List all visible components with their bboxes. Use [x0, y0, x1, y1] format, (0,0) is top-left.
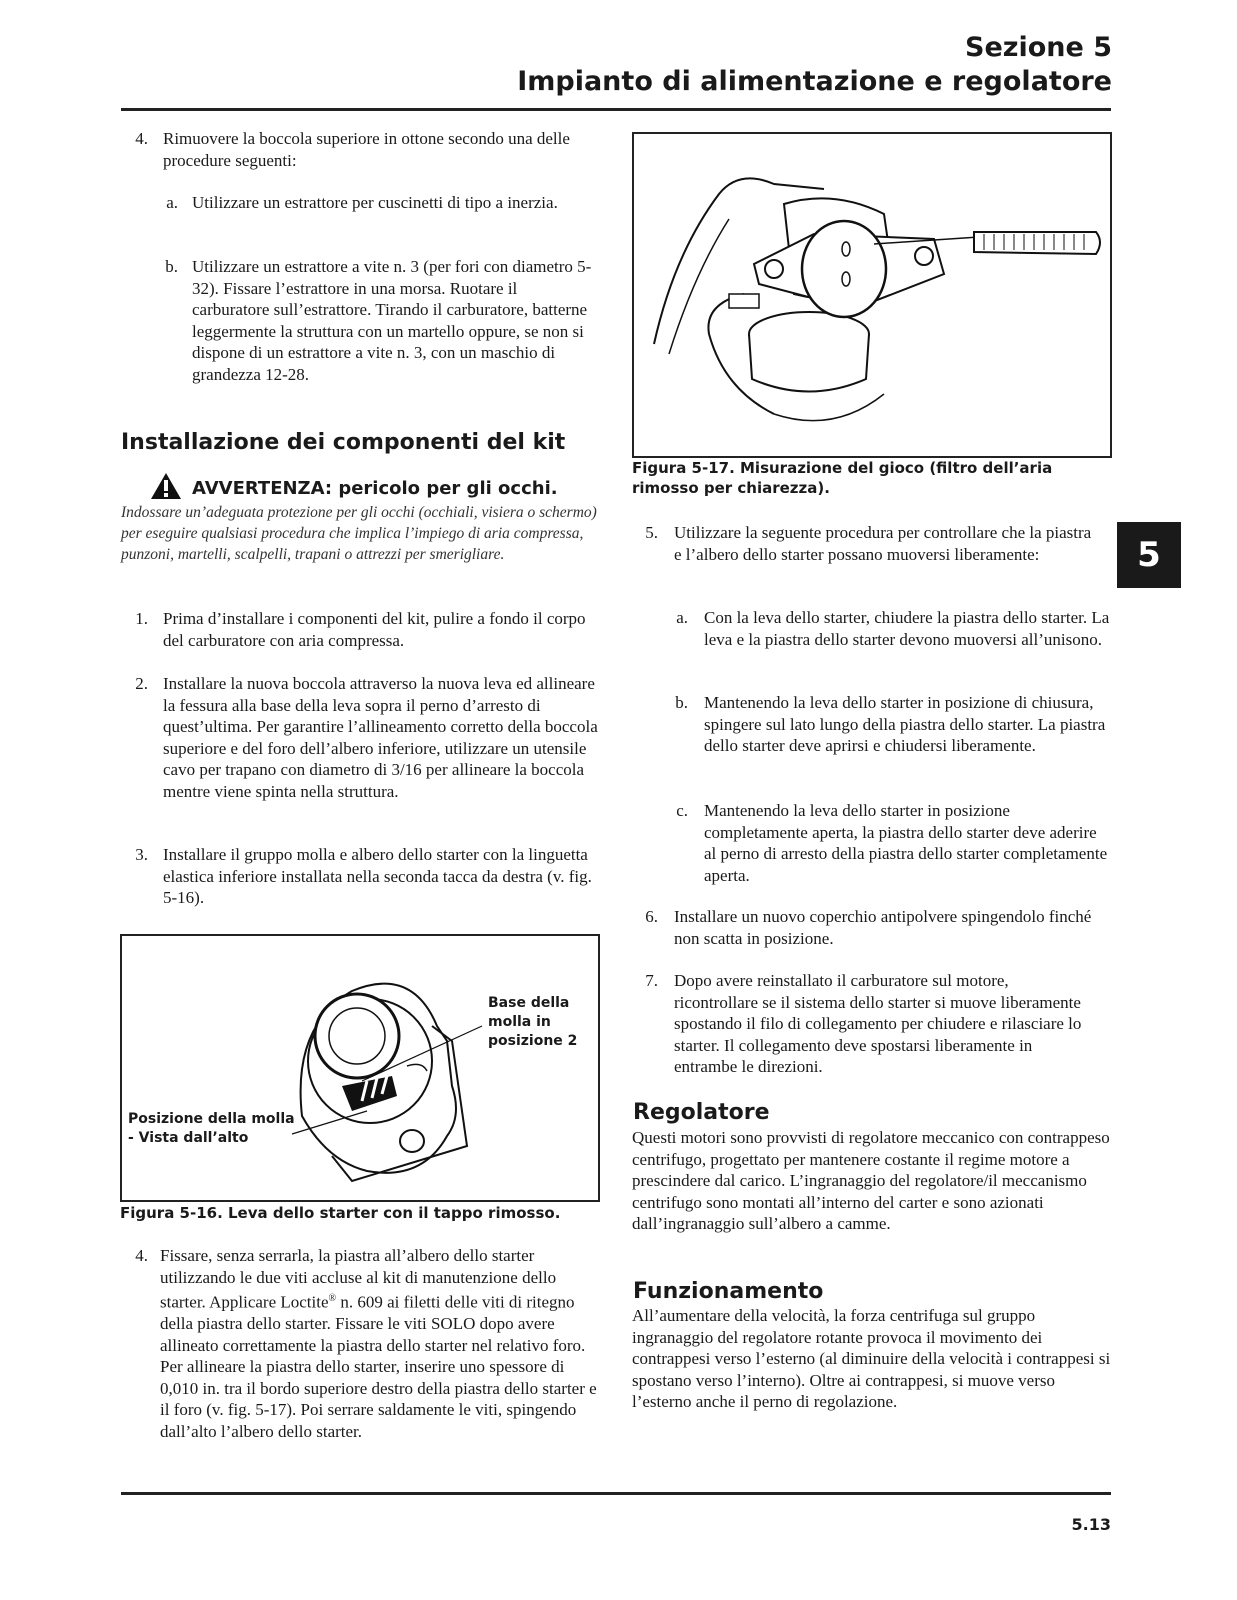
- sub-step-text: Con la leva dello starter, chiudere la piastra dello starter. La leva e la piastra dello starter devono muoversi all’unisono.: [704, 608, 1110, 649]
- step-number: 3.: [135, 845, 148, 864]
- kit-step-1: [120, 608, 602, 652]
- sub-step-c: [660, 800, 1112, 888]
- step-number: 6.: [645, 907, 658, 926]
- step-6-dust-cover: [632, 906, 1112, 950]
- step-4-remove-bushing: [120, 128, 600, 172]
- sub-step-a: [660, 607, 1112, 673]
- step-number: 5.: [645, 523, 658, 542]
- sub-step-text: Utilizzare un estrattore a vite n. 3 (per fori con diametro 5-32). Fissare l’estrattore in una morsa. Ruotare il carburatore sull’estrattore. Tirando il carburatore, batterne leggermente la struttura con un martello oppure, se non si dispone di un estrattore a vite n. 3, con un maschio di grandezza 12-28.: [192, 257, 592, 384]
- warning-title: AVVERTENZA: pericolo per gli occhi.: [192, 478, 558, 499]
- figure-5-16: [120, 934, 600, 1202]
- step-text: Installare la nuova boccola attraverso la nuova leva ed allineare la fessura alla base della leva sopra il perno d’arresto di quest’ultima. Per garantire l’allineamento corretto della boccola superiore e del foro dell’albero inferiore, utilizzare un utensile cavo per trapano con diametro di 3/16 per allineare la boccola mentre viene spinta nella struttura.: [163, 674, 598, 801]
- sub-step-text: Utilizzare un estrattore per cuscinetti di tipo a inerzia.: [192, 193, 558, 212]
- sub-step-text: Mantenendo la leva dello starter in posizione di chiusura, spingere sul lato lungo della piastra dello starter. La piastra dello starter deve aprirsi e chiudersi liberamente.: [704, 693, 1106, 755]
- step-text: Installare il gruppo molla e albero dello starter con la linguetta elastica inferiore installata nella seconda tacca da destra (v. fig. 5-16).: [163, 845, 592, 907]
- header-rule: [121, 108, 1111, 111]
- funzionamento-heading: Funzionamento: [633, 1279, 824, 1304]
- page-title: Impianto di alimentazione e regolatore: [517, 66, 1112, 97]
- funzionamento-text: All’aumentare della velocità, la forza centrifuga sul gruppo ingranaggio del regolatore rotante provoca il movimento dei contrappesi verso l’esterno (al diminuire della velocità i contrappesi si spostano verso l’interno). Oltre ai contrappesi, si muove verso l’esterno anche il perno di regolazione.: [632, 1306, 1111, 1411]
- kit-step-3: [120, 844, 602, 910]
- step-number: 4.: [135, 129, 148, 148]
- sub-step-text: Mantenendo la leva dello starter in posizione completamente aperta, la piastra dello starter deve aderire al perno di arresto della piastra dello starter completamente aperta.: [704, 801, 1108, 885]
- sub-step-a: [150, 192, 600, 236]
- page-number: 5.13: [1071, 1515, 1111, 1534]
- step-number: 2.: [135, 674, 148, 693]
- registered-mark: ®: [328, 1293, 337, 1304]
- warning-text: Indossare un’adeguata protezione per gli occhi (occhiali, visiera o schermo) per eseguire qualsiasi procedura che implica l’impiego di aria compressa, punzoni, martelli, scalpelli, trapani o attrezzi per smerigliare.: [121, 504, 597, 563]
- step-text: Rimuovere la boccola superiore in ottone secondo una delle procedure seguenti:: [163, 129, 570, 170]
- kit-step-2: [120, 673, 602, 827]
- step-text: Installare un nuovo coperchio antipolvere spingendolo finché non scatta in posizione.: [674, 907, 1092, 948]
- footer-rule: [121, 1492, 1111, 1495]
- label-spring-base: Base della molla in posizione 2: [488, 995, 578, 1049]
- step-text: Utilizzare la seguente procedura per controllare che la piastra e l’albero dello starter possano muoversi liberamente:: [674, 523, 1092, 564]
- figure-5-17-caption: Figura 5-17. Misurazione del gioco (filtro dell’aria rimosso per chiarezza).: [632, 459, 1053, 497]
- sub-step-letter: a.: [166, 193, 178, 212]
- step-5-check-plate: [632, 522, 1112, 588]
- section-title: Sezione 5: [965, 32, 1112, 63]
- sub-step-letter: a.: [676, 608, 688, 627]
- sub-step-b: [150, 256, 600, 406]
- step-number: 7.: [645, 971, 658, 990]
- sub-step-letter: b.: [675, 693, 688, 712]
- step-text: Prima d’installare i componenti del kit, pulire a fondo il corpo del carburatore con aria compressa.: [163, 609, 586, 650]
- sub-step-letter: b.: [165, 257, 178, 276]
- kit-install-heading: Installazione dei componenti del kit: [121, 430, 566, 455]
- step-7-recheck: [632, 970, 1112, 1080]
- carburetor-gauge-illustration: [634, 134, 1110, 456]
- label-spring-position: Posizione della molla - Vista dall’alto: [128, 1111, 295, 1146]
- step-text: [160, 1245, 600, 1442]
- step-number: 1.: [135, 609, 148, 628]
- figure-leader-lines: [122, 936, 598, 1200]
- regolatore-heading: Regolatore: [633, 1100, 770, 1125]
- step-text-part: n. 609 ai filetti delle viti di ritegno della piastra dello starter. Fissare le viti SOLO dopo avere allineato correttamente la piastra dello starter nel relativo foro. Per allineare la piastra dello starter, inserire uno spessore di 0,010 in. tra il bordo superiore destro della piastra dello starter e il foro (v. fig. 5-17). Poi serrare saldamente le viti, spingendo dall’alto l’albero dello starter.: [160, 1292, 597, 1441]
- regolatore-text: Questi motori sono provvisti di regolatore meccanico con contrappeso centrifugo, progettato per mantenere costante il regime motore a prescindere dal carico. L’ingranaggio del regolatore/il meccanismo centrifugo sono montati all’interno del carter e sono azionati dall’ingranaggio sull’albero a camme.: [632, 1128, 1110, 1233]
- step-number: 4.: [135, 1246, 148, 1265]
- figure-5-17: [632, 132, 1112, 458]
- section-tab: 5: [1117, 522, 1181, 588]
- sub-step-b: [660, 692, 1112, 780]
- step-text-part: Fissare, senza serrarla, la piastra all’albero dello starter utilizzando le due viti accluse al kit di manutenzione dello starter. Applicare Loctite: [160, 1246, 557, 1312]
- step-4-fasten-plate: [120, 1245, 602, 1465]
- warning-icon: [150, 472, 182, 500]
- sub-step-letter: c.: [676, 801, 688, 820]
- figure-5-16-caption: Figura 5-16. Leva dello starter con il tappo rimosso.: [120, 1204, 561, 1222]
- step-text: Dopo avere reinstallato il carburatore sul motore, ricontrollare se il sistema dello starter si muove liberamente spostando il filo di collegamento per chiudere e rilasciare lo starter. Il collegamento deve spostarsi liberamente in entrambe le direzioni.: [674, 971, 1082, 1076]
